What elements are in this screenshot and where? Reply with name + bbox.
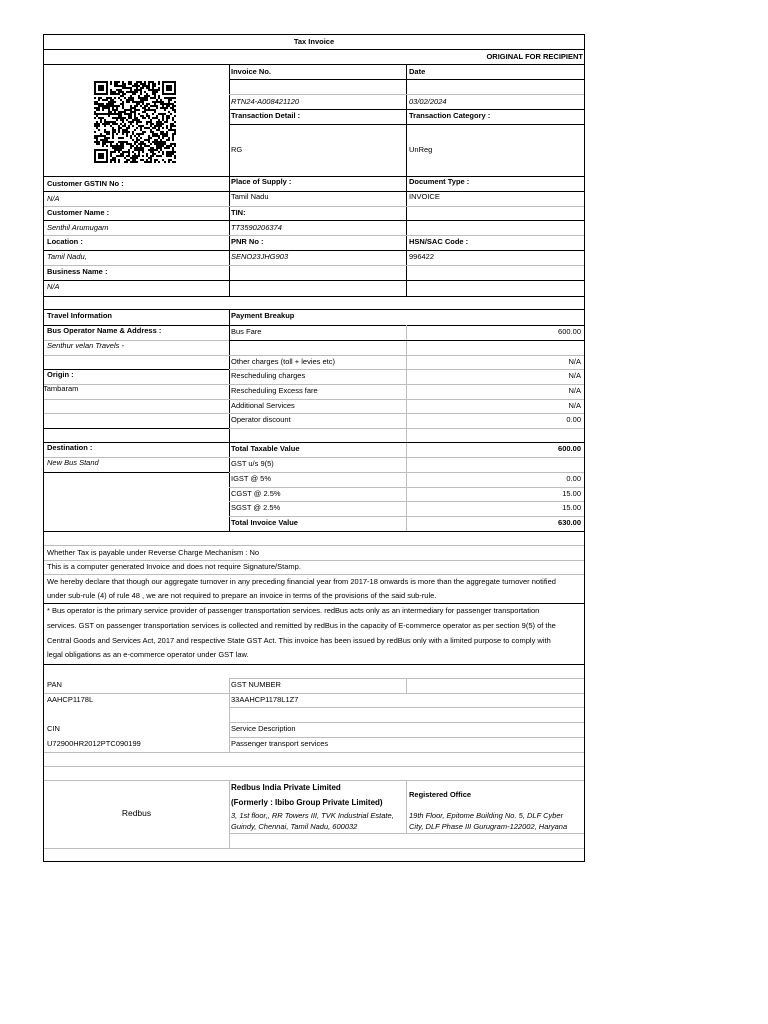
- declaration-line-1: We hereby declare that though our aggregate turnover in any preceding financial year from 2017-18 onwards is more than the aggregate turnover notified: [47, 577, 556, 586]
- business-name-value: N/A: [47, 282, 60, 291]
- reverse-charge-note: Whether Tax is payable under Reverse Charge Mechanism : No: [47, 548, 260, 557]
- payment-row-value: N/A: [568, 386, 581, 395]
- service-description-label: Service Description: [231, 724, 296, 733]
- travel-info-title: Travel Information: [47, 311, 113, 320]
- payment-row-value: 15.00: [562, 503, 581, 512]
- registered-office-label: Registered Office: [409, 790, 472, 799]
- registered-address-line-2: City, DLF Phase III Gurugram-122002, Haryana: [409, 822, 568, 831]
- service-description-value: Passenger transport services: [231, 739, 329, 748]
- payment-breakup-title: Payment Breakup: [231, 311, 295, 320]
- transaction-category-value: UnReg: [409, 145, 433, 154]
- customer-gstin-value: N/A: [47, 194, 60, 203]
- operator-note-line-4: legal obligations as an e-commerce operator under GST law.: [47, 650, 249, 659]
- hsn-label: HSN/SAC Code :: [409, 237, 469, 246]
- origin-label: Origin :: [47, 370, 74, 379]
- payment-row-value: 0.00: [566, 474, 581, 483]
- origin-value: Tambaram: [43, 384, 79, 393]
- pnr-value: SENO23JHG903: [231, 252, 289, 261]
- payment-row-label: Operator discount: [231, 415, 291, 424]
- place-of-supply-label: Place of Supply :: [231, 177, 292, 186]
- cin-value: U72900HR2012PTC090199: [47, 739, 141, 748]
- payment-row-value: 600.00: [558, 444, 581, 453]
- company-formerly: (Formerly : Ibibo Group Private Limited): [231, 798, 383, 807]
- payment-row-label: Total Taxable Value: [231, 444, 300, 453]
- pnr-label: PNR No :: [231, 237, 264, 246]
- company-name: Redbus India Private Limited: [231, 783, 341, 792]
- operator-note-line-2: services. GST on passenger transportation services is collected and remitted by redBus in the capacity of E-commerce operator as per section 9(5) of the: [47, 621, 556, 630]
- gst-number-label: GST NUMBER: [231, 680, 281, 689]
- document-type-value: INVOICE: [409, 192, 440, 201]
- payment-row-label: Rescheduling charges: [231, 371, 306, 380]
- gst-number-value: 33AAHCP1178L1Z7: [231, 695, 299, 704]
- pan-value: AAHCP1178L: [47, 695, 94, 704]
- place-of-supply-value: Tamil Nadu: [231, 192, 269, 201]
- date-label: Date: [409, 67, 426, 76]
- customer-name-value: Senthil Arumugam: [47, 223, 109, 232]
- invoice-no-label: Invoice No.: [231, 67, 272, 76]
- company-address-line-2: Guindy, Chennai, Tamil Nadu, 600032: [231, 822, 358, 831]
- tin-label: TIN:: [231, 208, 246, 217]
- invoice-page: [43, 34, 585, 862]
- payment-row-label: CGST @ 2.5%: [231, 489, 281, 498]
- payment-row-label: Other charges (toll + levies etc): [231, 357, 336, 366]
- operator-label: Bus Operator Name & Address :: [47, 326, 162, 335]
- invoice-title: Tax Invoice: [293, 37, 335, 46]
- hsn-value: 996422: [409, 252, 435, 261]
- payment-row-label: Rescheduling Excess fare: [231, 386, 318, 395]
- invoice-no-value: RTN24-A008421120: [231, 97, 300, 106]
- company-address-line-1: 3, 1st floor,, RR Towers III, TVK Industrial Estate,: [231, 811, 394, 820]
- copy-label: ORIGINAL FOR RECIPIENT: [486, 52, 583, 61]
- date-value: 03/02/2024: [409, 97, 447, 106]
- location-label: Location :: [47, 237, 83, 246]
- brand-name: Redbus: [121, 808, 152, 818]
- payment-row-value: N/A: [568, 401, 581, 410]
- customer-name-label: Customer Name :: [47, 208, 110, 217]
- payment-row-label: Total Invoice Value: [231, 518, 298, 527]
- tin-value: TT3590206374: [231, 223, 282, 232]
- location-value: Tamil Nadu,: [47, 252, 87, 261]
- operator-note-line-1: * Bus operator is the primary service provider of passenger transportation services. redBus acts only as an intermediary for passenger transportation: [47, 606, 540, 615]
- business-name-label: Business Name :: [47, 267, 108, 276]
- payment-row-label: Additional Services: [231, 401, 295, 410]
- transaction-detail-label: Transaction Detail :: [231, 111, 301, 120]
- payment-row-value: 0.00: [566, 415, 581, 424]
- payment-row-value: 15.00: [562, 489, 581, 498]
- declaration-line-2: under sub-rule (4) of rule 48 , we are not required to prepare an invoice in terms of the provisions of the said sub-rule.: [47, 591, 437, 600]
- transaction-detail-value: RG: [231, 145, 243, 154]
- payment-row-label: IGST @ 5%: [231, 474, 271, 483]
- operator-value: Senthur velan Travels -: [47, 341, 124, 350]
- transaction-category-label: Transaction Category :: [409, 111, 491, 120]
- document-type-label: Document Type :: [409, 177, 470, 186]
- payment-row-label: Bus Fare: [231, 327, 262, 336]
- payment-row-value: N/A: [568, 371, 581, 380]
- computer-generated-note: This is a computer generated Invoice and does not require Signature/Stamp.: [47, 562, 301, 571]
- payment-row-value: N/A: [568, 357, 581, 366]
- customer-gstin-label: Customer GSTIN No :: [47, 179, 124, 188]
- cin-label: CIN: [47, 724, 60, 733]
- qr-code: [94, 81, 180, 163]
- registered-address-line-1: 19th Floor, Epitome Building No. 5, DLF Cyber: [409, 811, 564, 820]
- payment-row-label: GST u/s 9(5): [231, 459, 274, 468]
- pan-label: PAN: [47, 680, 62, 689]
- payment-row-label: SGST @ 2.5%: [231, 503, 281, 512]
- payment-row-value: 630.00: [558, 518, 581, 527]
- operator-note-line-3: Central Goods and Services Act, 2017 and respective State GST Act. This invoice has been issued by redBus only with a limited purpose to comply with: [47, 636, 551, 645]
- payment-row-value: 600.00: [558, 327, 581, 336]
- destination-value: New Bus Stand: [47, 458, 99, 467]
- destination-label: Destination :: [47, 443, 93, 452]
